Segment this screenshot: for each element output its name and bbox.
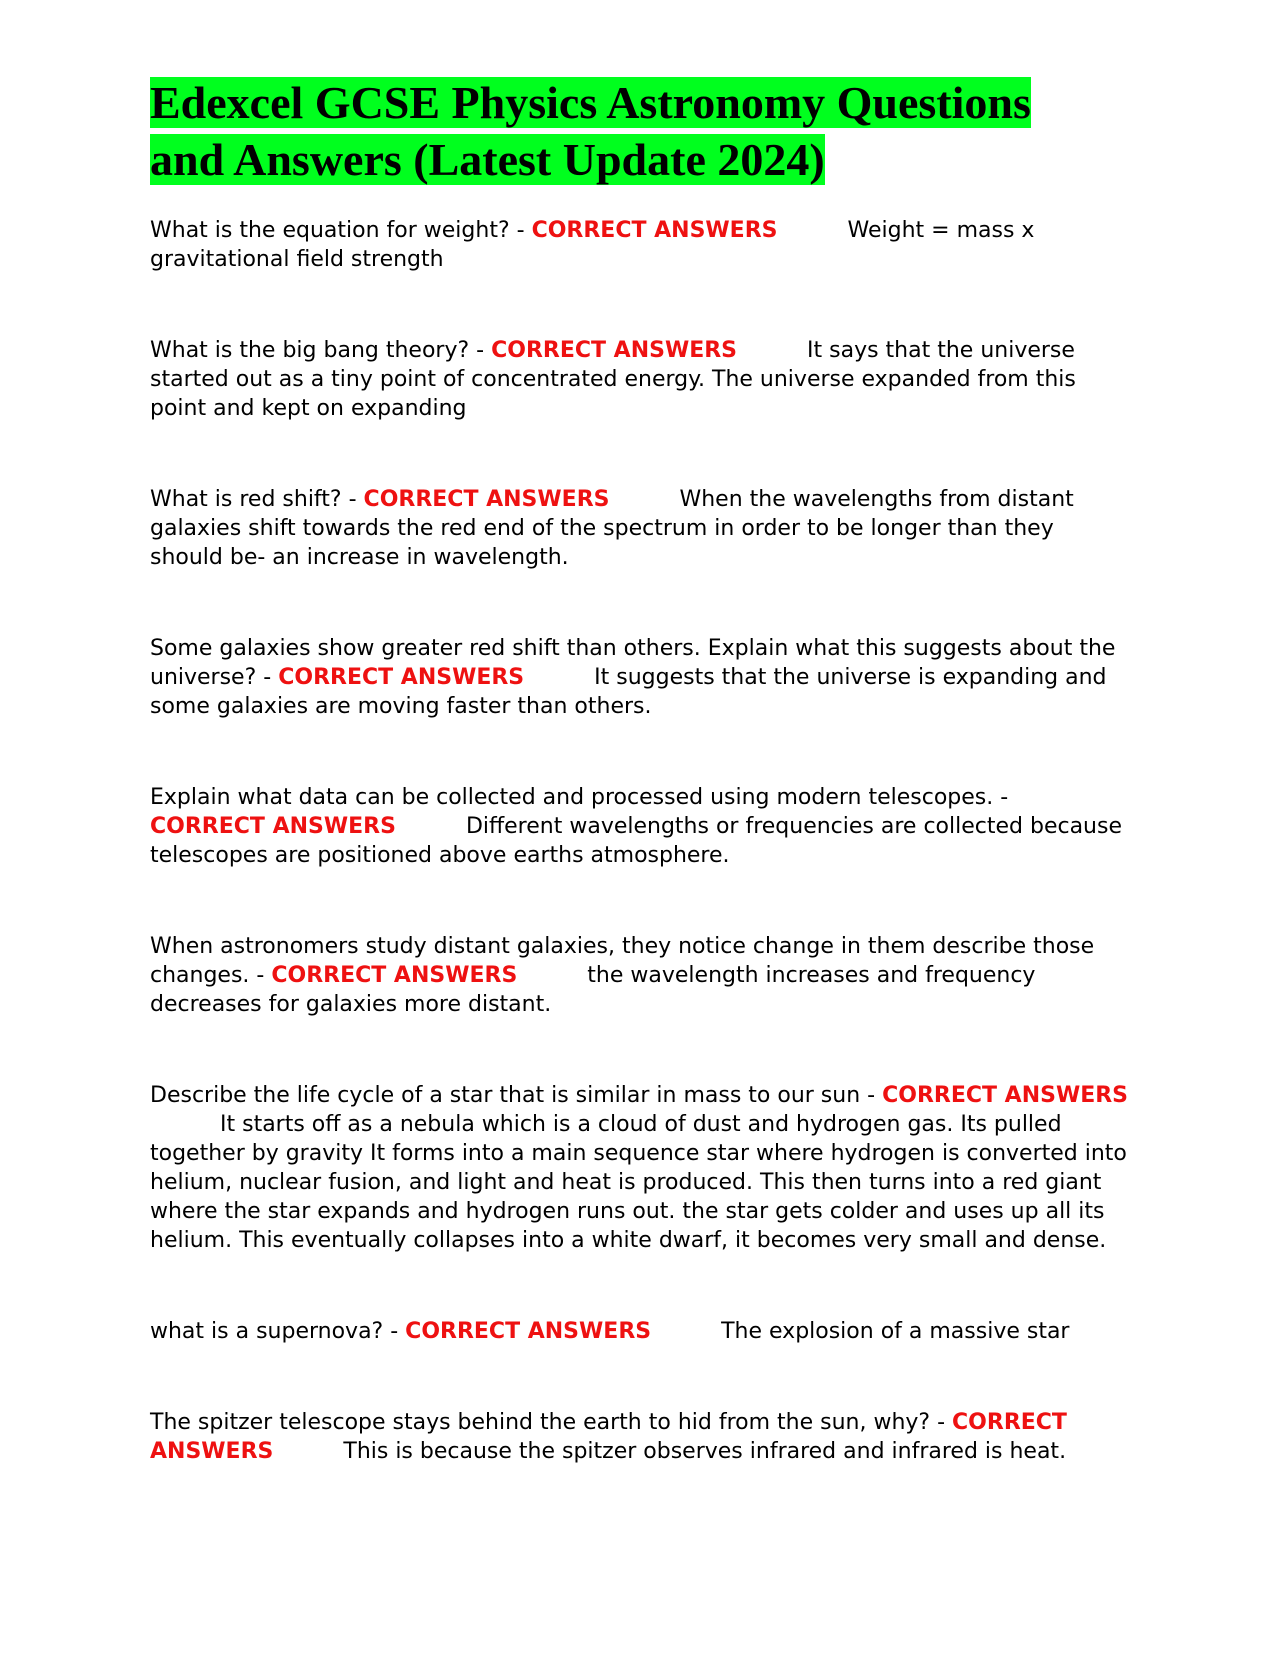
- correct-answers-label: CORRECT ANSWERS: [363, 487, 610, 512]
- answer-text: It suggests that the universe is expanding and some galaxies are moving faster than others.: [150, 665, 1107, 719]
- answer-text: It starts off as a nebula which is a cloud of dust and hydrogen gas. Its pulled together by gravity It forms into a main sequence star where hydrogen is converted into helium, nuclear fusion, and light and heat is produced. This then turns into a red giant where the star expands and hydrogen runs out. the star gets colder and uses up all its helium. This eventually collapses into a white dwarf, it becomes very small and dense.: [150, 1112, 1127, 1253]
- question-text: What is red shift?: [150, 487, 342, 512]
- question-text: What is the big bang theory?: [150, 338, 470, 363]
- answer-text: This is because the spitzer observes infrared and infrared is heat.: [343, 1439, 1067, 1464]
- question-text: what is a supernova?: [150, 1319, 384, 1344]
- correct-answers-label: CORRECT ANSWERS: [150, 814, 396, 839]
- document-title: [150, 74, 1110, 188]
- correct-answers-label: CORRECT ANSWERS: [882, 1083, 1129, 1108]
- qa-item-5: Explain what data can be collected and processed using modern telescopes. - CORRECT ANSWERS Different wavelengths or frequencies are collected because telescopes are positioned above earths atmosphere.: [150, 785, 1122, 868]
- correct-answers-label: CORRECT ANSWERS: [531, 218, 778, 243]
- question-text: What is the equation for weight?: [150, 218, 510, 243]
- answer-text: Different wavelengths or frequencies are collected because telescopes are positioned above earths atmosphere.: [150, 814, 1122, 868]
- qa-item-9: The spitzer telescope stays behind the earth to hid from the sun, why? - CORRECT ANSWERS This is because the spitzer observes infrared and infrared is heat.: [150, 1410, 1067, 1464]
- correct-answers-label: CORRECT ANSWERS: [150, 1410, 1067, 1464]
- qa-item-2: What is the big bang theory? - CORRECT ANSWERS It says that the universe started out as a tiny point of concentrated energy. The universe expanded from this point and kept on expanding: [150, 338, 1076, 421]
- qa-item-4: Some galaxies show greater red shift than others. Explain what this suggests about the universe? - CORRECT ANSWERS It suggests that the universe is expanding and some galaxies are moving faster than others.: [150, 636, 1116, 719]
- correct-answers-label: CORRECT ANSWERS: [405, 1319, 652, 1344]
- qa-item-6: When astronomers study distant galaxies, they notice change in them describe those changes. - CORRECT ANSWERS the wavelength increases and frequency decreases for galaxies more distant.: [150, 934, 1095, 1017]
- question-text: When astronomers study distant galaxies, they notice change in them describe those changes.: [150, 934, 1095, 988]
- answer-text: When the wavelengths from distant galaxies shift towards the red end of the spectrum in order to be longer than they should be- an increase in wavelength.: [150, 487, 1074, 570]
- correct-answers-label: CORRECT ANSWERS: [271, 963, 518, 988]
- answer-text: the wavelength increases and frequency decreases for galaxies more distant.: [150, 963, 1036, 1017]
- qa-item-3: What is red shift? - CORRECT ANSWERS When the wavelengths from distant galaxies shift towards the red end of the spectrum in order to be longer than they should be- an increase in wavelength.: [150, 487, 1074, 570]
- question-text: The spitzer telescope stays behind the earth to hid from the sun, why?: [150, 1410, 931, 1435]
- answer-text: It says that the universe started out as a tiny point of concentrated energy. The universe expanded from this point and kept on expanding: [150, 338, 1076, 421]
- qa-item-1: What is the equation for weight? - CORRECT ANSWERS Weight = mass x gravitational field strength: [150, 218, 1035, 272]
- document-title-text: Edexcel GCSE Physics Astronomy Questions and Answers (Latest Update 2024): [150, 77, 1031, 185]
- document-page: [150, 74, 1130, 1466]
- correct-answers-label: CORRECT ANSWERS: [278, 665, 525, 690]
- answer-text: The explosion of a massive star: [721, 1319, 1070, 1344]
- question-text: Some galaxies show greater red shift than others. Explain what this suggests about the universe?: [150, 636, 1116, 690]
- question-text: Explain what data can be collected and processed using modern telescopes.: [150, 785, 994, 810]
- answer-text: Weight = mass x gravitational field strength: [150, 218, 1035, 272]
- qa-item-8: what is a supernova? - CORRECT ANSWERS The explosion of a massive star: [150, 1319, 1070, 1344]
- qa-item-7: Describe the life cycle of a star that is similar in mass to our sun - CORRECT ANSWERSIt starts off as a nebula which is a cloud of dust and hydrogen gas. Its pulled together by gravity It forms into a main sequence star where hydrogen is converted into helium, nuclear fusion, and light and heat is produced. This then turns into a red giant where the star expands and hydrogen runs out. the star gets colder and uses up all its helium. This eventually collapses into a white dwarf, it becomes very small and dense.: [150, 1083, 1129, 1253]
- correct-answers-label: CORRECT ANSWERS: [491, 338, 738, 363]
- question-text: Describe the life cycle of a star that is similar in mass to our sun: [150, 1083, 861, 1108]
